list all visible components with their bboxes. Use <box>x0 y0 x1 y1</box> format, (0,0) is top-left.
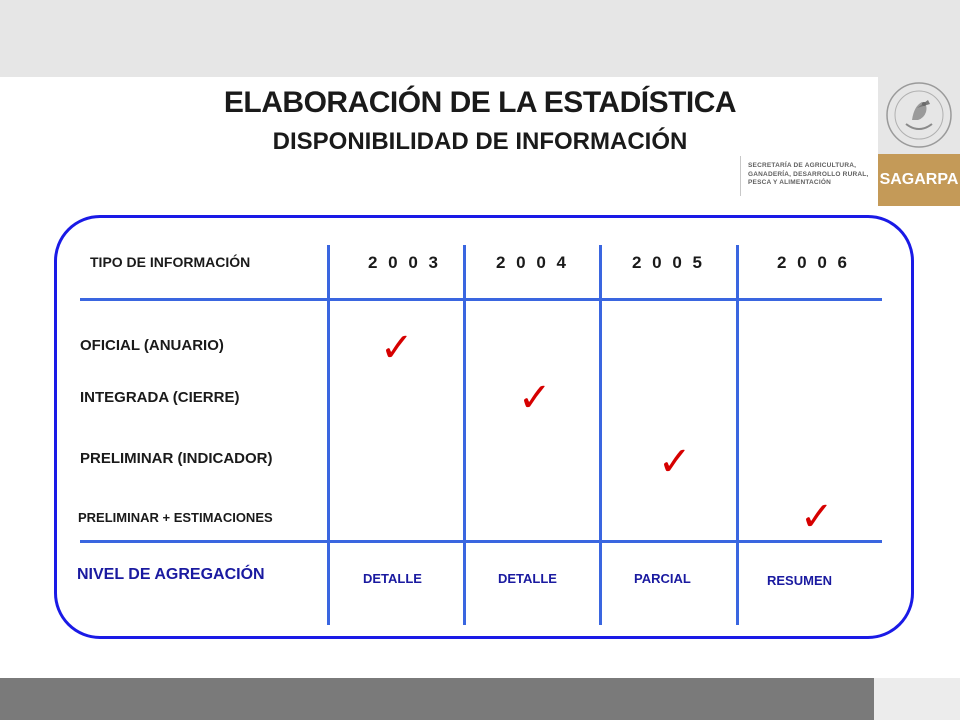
secretaria-line: GANADERÍA, DESARROLLO RURAL, <box>748 170 869 178</box>
aggregation-label: NIVEL DE AGREGACIÓN <box>77 566 265 583</box>
row-label-preliminar-estimaciones: PRELIMINAR + ESTIMACIONES <box>78 510 273 525</box>
secretaria-line: PESCA Y ALIMENTACIÓN <box>748 179 831 186</box>
top-band <box>0 0 878 77</box>
secretaria-line: SECRETARÍA DE AGRICULTURA, <box>748 162 857 169</box>
row-label-oficial: OFICIAL (ANUARIO) <box>80 337 224 354</box>
page-subtitle: DISPONIBILIDAD DE INFORMACIÓN <box>272 128 688 155</box>
sagarpa-logo-text: SAGARPA <box>879 171 959 188</box>
column-divider <box>327 245 330 625</box>
aggregation-level-2003: DETALLE <box>363 571 422 586</box>
aggregation-level-2006: RESUMEN <box>767 573 833 588</box>
header-label: TIPO DE INFORMACIÓN <box>90 254 251 270</box>
footer-divider <box>80 540 882 543</box>
checkmark-icon: ✓ <box>518 376 552 420</box>
sagarpa-logo <box>878 154 960 206</box>
header-divider <box>80 298 882 301</box>
row-label-integrada: INTEGRADA (CIERRE) <box>80 389 240 406</box>
row-label-preliminar: PRELIMINAR (INDICADOR) <box>80 450 273 467</box>
footer-band <box>0 678 874 720</box>
secretaria-text <box>748 162 874 188</box>
year-2004: 2 0 0 4 <box>496 253 569 272</box>
coat-of-arms-seal-icon <box>884 80 954 150</box>
checkmark-icon: ✓ <box>380 326 414 370</box>
column-divider <box>599 245 602 625</box>
checkmark-icon: ✓ <box>800 495 834 539</box>
year-2005: 2 0 0 5 <box>632 253 705 272</box>
footer-corner <box>874 678 960 720</box>
column-divider <box>736 245 739 625</box>
column-divider <box>463 245 466 625</box>
page-title: ELABORACIÓN DE LA ESTADÍSTICA <box>223 86 737 119</box>
year-2003: 2 0 0 3 <box>368 253 441 272</box>
aggregation-level-2005: PARCIAL <box>634 571 691 586</box>
year-2006: 2 0 0 6 <box>777 253 850 272</box>
checkmark-icon: ✓ <box>658 440 692 484</box>
aggregation-level-2004: DETALLE <box>498 571 557 586</box>
logo-divider <box>740 156 741 196</box>
